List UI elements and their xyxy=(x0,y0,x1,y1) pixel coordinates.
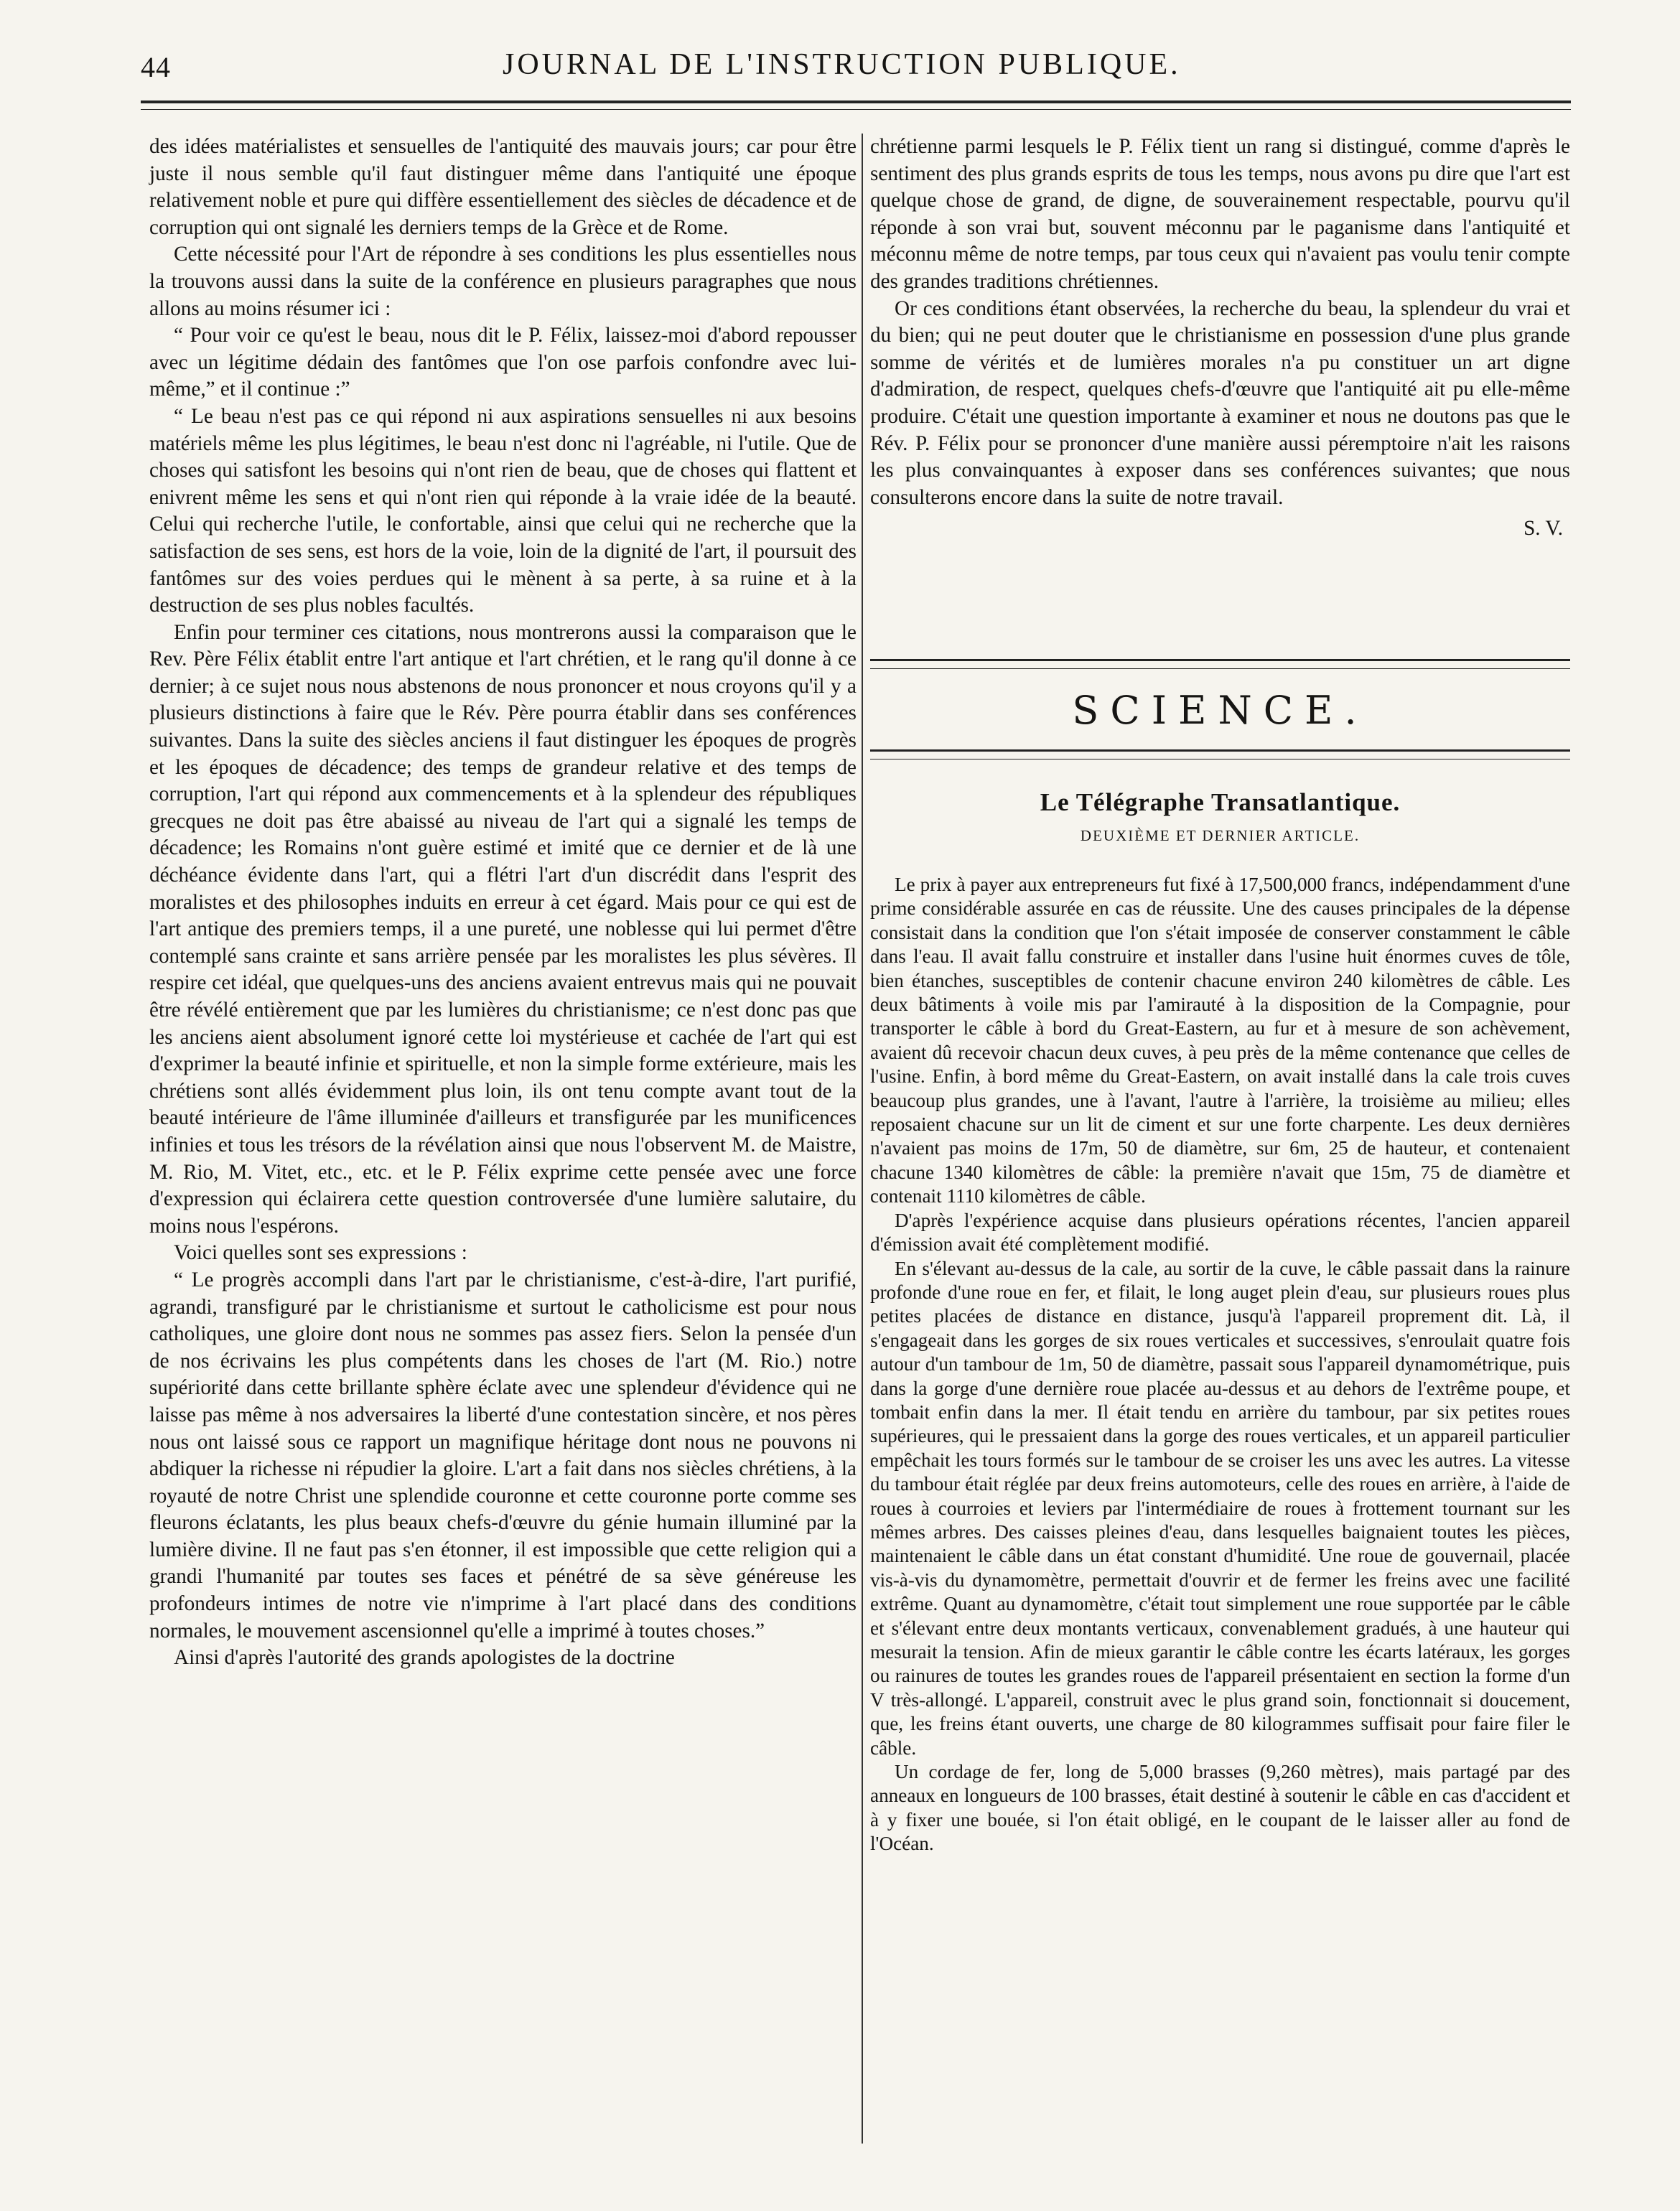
right-column-upper xyxy=(870,134,1570,543)
quote-paragraph: “ Pour voir ce qu'est le beau, nous dit le P. Félix, laissez-moi d'abord repousser avec un légitime dédain des fantômes que l'on ose parfois confondre avec lui-même,” et il continue :” xyxy=(149,324,857,401)
paragraph: Enfin pour terminer ces citations, nous montrerons aussi la comparaison que le Rev. Père Félix établit entre l'art antique et l'art chrétien, et le rang qu'il donne à ce dernier; à ce sujet nous nous abstenons de nous prononcer et nous croyons qu'il y a plusieurs distinctions à faire que le Rév. Père pourra établir dans ses conférences suivantes. Dans la suite des siècles anciens il faut distinguer les époques de progrès et les époques de décadence; des temps de grandeur relative et des temps de corruption, l'art qui répond aux commencements et à la splendeur des républiques grecques ne doit pas être abaissé au niveau de l'art qui a signalé les temps de décadence; les Romains n'ont guère estimé et imité que ce dernier et de là une déchéance évidente dans l'art, qui a flétri l'art d'un discrédit dans l'esprit des moralistes et des philosophes induits en erreur à cet égard. Mais pour ce qui est de l'art antique des premiers temps, il a une pureté, une noblesse qui lui permet d'être contemplé sans crainte et sans arrière pensée par les moralistes les plus sévères. Il respire cet idéal, que quelques-uns des anciens avaient entrevus mais qui ne pouvait être révélé entièrement que par les lumières du christianisme; ce n'est donc pas que les anciens aient absolument ignoré cette loi mystérieuse et cachée de l'art qui est d'exprimer la beauté infinie et spirituelle, et non la simple forme extérieure, mais les chrétiens sont allés évidemment plus loin, ils ont tenu compte avant tout de la beauté intérieure de l'âme illuminée d'ailleurs et transfigurée par les munificences infinies et tous les trésors de la révélation ainsi que nous l'observent M. de Maistre, M. Rio, M. Vitet, etc., etc. et le P. Félix exprime cette pensée avec une force d'expression qui éclairera cette question controversée d'une lumière salutaire, du moins nous l'espérons. xyxy=(149,620,857,1238)
paragraph: Or ces conditions étant observées, la recherche du beau, la splendeur du vrai et du bien; qui ne peut douter que le christianisme en possession d'une plus grande somme de vérités et de lumières morales n'a pu constituer un art digne d'admiration, de respect, quelques chefs-d'œuvre que l'antiquité ait pu elle-même produire. C'était une question importante à examiner et nous ne doutons pas que le Rév. P. Félix pour se prononcer d'une manière aussi péremptoire n'ait les raisons les plus convainquantes à exposer dans ses conférences suivantes; que nous consulterons encore dans la suite de notre travail. xyxy=(870,296,1570,509)
quote-paragraph: “ Le beau n'est pas ce qui répond ni aux aspirations sensuelles ni aux besoins matériels même les plus légitimes, le beau n'est donc ni l'agréable, ni l'utile. Que de choses qui satisfont les besoins qui n'ont rien de beau, que de choses qui flattent et enivrent même les sens et qui n'ont rien qui réponde à la vraie idée de la beauté. Celui qui recherche l'utile, le confortable, ainsi que celui qui ne recherche que la satisfaction de ses sens, est hors de la voie, loin de la dignité de l'art, il poursuit des fantômes sur des voies perdues qui le mènent à sa perte, à sa ruine et à la destruction de ses plus nobles facultés. xyxy=(149,404,857,617)
section-rule-top xyxy=(870,659,1570,669)
paragraph: D'après l'expérience acquise dans plusieurs opérations récentes, l'ancien appareil d'émission avait été complètement modifié. xyxy=(870,1209,1570,1256)
page-number: 44 xyxy=(141,51,171,83)
paragraph: En s'élevant au-dessus de la cale, au sortir de la cuve, le câble passait dans la rainure profonde d'une roue en fer, et filait, le long auget plein d'eau, sur plusieurs roues plus petites placées de distance en distance, jusqu'à l'appareil proprement dit. Là, il s'engageait dans les gorges de six roues verticales et successives, s'enroulait quatre fois autour d'un tambour de 1m, 50 de diamètre, passait sous l'appareil dynamométrique, puis dans la gorge d'une dernière roue placée au-dessus et au dehors de l'extrême poupe, et tombait enfin dans la mer. Il était tendu en arrière du tambour, par six petites roues supérieures, qui le pressaient dans la gorge des roues verticales, et un appareil particulier empêchait les tours formés sur le tambour de se croiser les uns avec les autres. La vitesse du tambour était réglée par deux freins automoteurs, celle des roues en arrière, à l'aide de roues à courroies et leviers par l'intermédiaire de roues à frottement tournant sur les mêmes arbres. Des caisses pleines d'eau, dans lesquelles baignaient toutes les pièces, maintenaient le câble dans un état constant d'humidité. Une roue de gouvernail, placée vis-à-vis du dynamomètre, permettait d'ouvrir et de fermer les freins avec une facilité extrême. Quant au dynamomètre, c'était tout simplement une roue supportée par le câble et s'élevant entre deux montants verticaux, convenablement gradués, à une hauteur qui mesurait la tension. Afin de mieux garantir le câble contre les écarts latéraux, les gorges ou rainures de toutes les grandes roues de l'appareil présentaient en section la forme d'un V très-allongé. L'appareil, construit avec le plus grand soin, fonctionnait si doucement, que, les freins étant ouverts, une charge de 80 kilogrammes suffisait pour faire filer le câble. xyxy=(870,1257,1570,1759)
paragraph: Voici quelles sont ses expressions : xyxy=(174,1241,467,1265)
paragraph: Un cordage de fer, long de 5,000 brasses (9,260 mètres), mais partagé par des anneaux en longueurs de 100 brasses, était destiné à soutenir le câble en cas d'accident et à y fixer une bouée, si l'on était obligé, en le coupant de le laisser aller au fond de l'Océan. xyxy=(870,1761,1570,1855)
paragraph: Cette nécessité pour l'Art de répondre à ses conditions les plus essentielles nous la trouvons aussi dans la suite de la conférence en plusieurs paragraphes que nous allons au moins résumer ici : xyxy=(149,243,857,320)
section-heading: SCIENCE. xyxy=(1072,688,1368,733)
paragraph: des idées matérialistes et sensuelles de l'antiquité des mauvais jours; car pour être juste il nous semble qu'il faut distinguer même dans l'antiquité une époque relativement noble et pure qui diffère essentiellement des siècles de décadence et de corruption qui ont signalé les derniers temps de la Grèce et de Rome. xyxy=(149,135,857,239)
article-header xyxy=(870,788,1570,845)
left-column xyxy=(149,134,857,1672)
author-signature: S. V. xyxy=(1523,517,1563,541)
science-article-body xyxy=(870,873,1570,1856)
header-rule-thick xyxy=(141,100,1571,103)
paragraph: Le prix à payer aux entrepreneurs fut fixé à 17,500,000 francs, indépendamment d'une prime considérable assurée en cas de réussite. Une des causes principales de la dépense consistait dans la condition que l'on s'était imposée de conserver constamment le câble dans l'eau. Il avait fallu construire et installer dans l'usine huit énormes cuves de tôle, bien étanches, susceptibles de contenir chacune environ 240 kilomètres de câble. Les deux bâtiments à voile mis par l'amirauté à la disposition de la Compagnie, pour transporter le câble à bord du Great-Eastern, au fur et à mesure de son achèvement, avaient dû recevoir chacun deux cuves, à peu près de la même contenance que celles de l'usine. Enfin, à bord même du Great-Eastern, on avait installé dans la cale trois cuves beaucoup plus grandes, une à l'avant, l'autre à l'arrière, la troisième au milieu; elles reposaient chacune sur un lit de ciment et sur une forte charpente. Les deux dernières n'avaient pas moins de 17m, 50 de diamètre, sur 6m, 25 de hauteur, et contenaient chacune 1340 kilomètres de câble: la première n'avait que 15m, 75 de diamètre et contenait 1110 kilomètres de câble. xyxy=(870,874,1570,1207)
paragraph: Ainsi d'après l'autorité des grands apologistes de la doctrine xyxy=(174,1646,675,1670)
paragraph: chrétienne parmi lesquels le P. Félix tient un rang si distingué, comme d'après le sentiment des plus grands esprits de tous les temps, nous avons pu dire que l'art est quelque chose de grand, de digne, de souverainement respectable, pourvu qu'il réponde à son vrai but, souvent méconnu par le paganisme dans l'antiquité et méconnu même de notre temps, par tous ceux qui n'avaient pas voulu tenir compte des grandes traditions chrétiennes. xyxy=(870,135,1570,293)
article-subtitle: DEUXIÈME ET DERNIER ARTICLE. xyxy=(1080,827,1361,844)
article-title: Le Télégraphe Transatlantique. xyxy=(1040,788,1401,816)
header-rule-thin xyxy=(141,109,1571,110)
column-divider xyxy=(862,134,863,2144)
quote-paragraph: “ Le progrès accompli dans l'art par le christianisme, c'est-à-dire, l'art purifié, agrandi, transfiguré par le christianisme et surtout le catholicisme est pour nous catholiques, une gloire dont nous ne sommes pas assez fiers. Selon la pensée d'un de nos écrivains les plus compétents dans les choses de l'art (M. Rio.) notre supériorité dans cette brillante sphère éclate avec une splendeur d'évidence qui ne laisse pas même à nos adversaires la liberté d'une contestation sincère, et nos pères nous ont laissé sous ce rapport un magnifique héritage dont nous ne pouvons ni abdiquer la richesse ni répudier la gloire. L'art a fait dans nos siècles chrétiens, à la royauté de notre Christ une splendide couronne et cette couronne porte comme ses fleurons éclatants, les plus beaux chefs-d'œuvre du génie humain illuminé par la lumière divine. Il ne faut pas s'en étonner, il est impossible que cette religion qui a grandi l'humanité par toutes ses faces et pénétré de sa sève généreuse les profondeurs intimes de notre vie n'imprime à l'art placé dans des conditions normales, le mouvement ascensionnel qu'elle a imprimé à toutes choses.” xyxy=(149,1268,857,1642)
running-title: JOURNAL DE L'INSTRUCTION PUBLIQUE. xyxy=(503,48,1181,81)
science-section-header xyxy=(870,688,1570,733)
section-rule-bottom xyxy=(870,749,1570,759)
